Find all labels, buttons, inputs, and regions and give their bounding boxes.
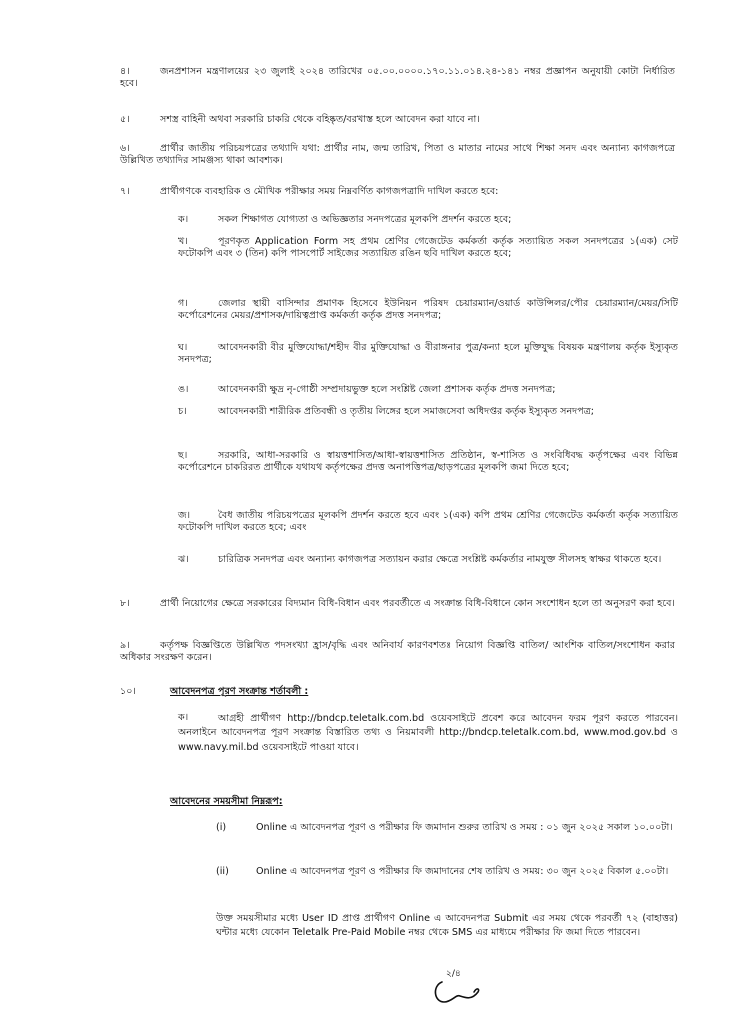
sub-item-jha <box>0 554 729 594</box>
deadline-end <box>0 866 729 906</box>
sub-item-text: পূরণকৃত Application Form সহ প্রথম শ্রেণির গেজেটেড কর্মকর্তা কর্তৃক সত্যায়িত সকল সনদপত্রের ১(এক) সেট ফটোকপি এবং ৩ (তিন) কপি পাসপোর্ট সাইজের সত্যায়িত রঙিন ছবি দাখিল করতে হবে; <box>178 236 678 259</box>
sub-item-label: ঝ। <box>178 554 189 565</box>
clause-number: ৪। <box>120 66 130 77</box>
clause-number: ৭। <box>120 186 130 197</box>
clause-number: ৮। <box>120 598 130 609</box>
clause-text: জনপ্রশাসন মন্ত্রণালয়ের ২৩ জুলাই ২০২৪ তারিখের ০৫.০০.০০০০.১৭০.১১.০১৪.২৪-১৪১ নম্বর প্রজ্ঞাপন অনুযায়ী কোটা নির্ধারিত হবে। <box>120 66 675 89</box>
sub-item-text: আবেদনকারী শারীরিক প্রতিবন্ধী ও তৃতীয় লিঙ্গের হলে সমাজসেবা অধিদপ্তর কর্তৃক ইস্যুকৃত সনদপত্র; <box>218 406 595 417</box>
sub-item-label: ক। <box>178 214 189 225</box>
deadline-heading: আবেদনের সময়সীমা নিম্নরূপ: <box>170 796 283 807</box>
sub-item-kha <box>0 236 729 296</box>
clause-text: কর্তৃপক্ষ বিজ্ঞপ্তিতে উল্লিখিত পদসংখ্যা হ্রাস/বৃদ্ধি এবং অনিবার্য কারণবশতঃ নিয়োগ বিজ্ঞপ্তি বাতিল/ আংশিক বাতিল/সংশোধন করার অধিকার সংরক্ষণ করেন। <box>120 640 675 663</box>
clause-number: ৫। <box>120 114 130 125</box>
sub-item-label: খ। <box>178 236 188 247</box>
clause-6 <box>0 143 729 183</box>
signature-mark <box>430 972 490 1012</box>
clause-text: প্রার্থীর জাতীয় পরিচয়পত্রের তথ্যাদি যথা: প্রার্থীর নাম, জন্ম তারিখ, পিতা ও মাতার নামের সাথে শিক্ষা সনদ এবং অন্যান্য কাগজপত্রে উল্লিখিত তথ্যাদির সামঞ্জস্য থাকা আবশ্যক। <box>120 143 675 166</box>
clause-text: সশস্ত্র বাহিনী অথবা সরকারি চাকরি থেকে বহিষ্কৃত/বরখাস্ত হলে আবেদন করা যাবে না। <box>160 114 480 125</box>
deadline-label: (i) <box>216 822 227 833</box>
clause-4 <box>0 66 729 106</box>
clause-9 <box>0 640 729 680</box>
sub-item-label: ক। <box>178 712 189 723</box>
clause-text: প্রার্থী নিয়োগের ক্ষেত্রে সরকারের বিদ্যমান বিধি-বিধান এবং পরবর্তীতে এ সংক্রান্ত বিধি-বিধানে কোন সংশোধন হলে তা অনুসরণ করা হবে। <box>160 598 675 609</box>
clause-5 <box>0 114 729 134</box>
sub-item-label: ছ। <box>178 450 188 461</box>
deadline-text: Online এ আবেদনপত্র পূরণ ও পরীক্ষার ফি জমাদানের শেষ তারিখ ও সময়: ৩০ জুন ২০২৫ বিকাল ৫.০০টা। <box>256 866 669 877</box>
clause-8 <box>0 598 729 638</box>
clause-number: ৯। <box>120 640 130 651</box>
sub-item-text: আবেদনকারী ক্ষুদ্র নৃ-গোষ্ঠী সম্প্রদায়ভুক্ত হলে সংশ্লিষ্ট জেলা প্রশাসক কর্তৃক প্রদত্ত সনদপত্র; <box>218 384 556 395</box>
sub-item-gha <box>0 342 729 382</box>
sub-item-ja <box>0 510 729 550</box>
sub-item-label: ঘ। <box>178 342 188 353</box>
deadline-start <box>0 822 729 862</box>
sub-item-ga <box>0 298 729 338</box>
sub-item-cha <box>0 406 729 446</box>
closing-text: উক্ত সময়সীমার মধ্যে User ID প্রাপ্ত প্রার্থীগণ Online এ আবেদনপত্র Submit এর সময় থেকে পরবর্তী ৭২ (বাহাত্তর) ঘন্টার মধ্যে যেকোন Teletalk Pre-Paid Mobile নম্বর থেকে SMS এর মাধ্যমে পরীক্ষার ফি জমা দিতে পারবেন। <box>216 913 678 938</box>
sub-item-chha <box>0 450 729 510</box>
closing-paragraph <box>0 912 729 972</box>
clause-text: প্রার্থীগণকে ব্যবহারিক ও মৌখিক পরীক্ষার সময় নিম্নবর্ণিত কাগজপত্রাদি দাখিল করতে হবে: <box>160 186 499 197</box>
sub-item-ka <box>0 214 729 234</box>
sub-item-text: জেলার স্থায়ী বাসিন্দার প্রমাণক হিসেবে ইউনিয়ন পরিষদ চেয়ারম্যান/ওয়ার্ড কাউন্সিলর/পৌর চেয়ারম্যান/মেয়র/সিটি কর্পোরেশনের মেয়র/প্রশাসক/দায়িত্বপ্রাপ্ত কর্মকর্তা কর্তৃক প্রদত্ত সনদপত্র; <box>178 298 678 321</box>
sub-item-label: গ। <box>178 298 188 309</box>
sub-item-text: সকল শিক্ষাগত যোগ্যতা ও অভিজ্ঞতার সনদপত্রের মূলকপি প্রদর্শন করতে হবে; <box>218 214 512 225</box>
sub-item-label: জ। <box>178 510 191 521</box>
deadline-label: (ii) <box>216 866 229 877</box>
deadline-heading-row <box>0 796 729 816</box>
section-heading: আবেদনপত্র পূরণ সংক্রান্ত শর্তাবলী : <box>170 686 309 697</box>
section10-ka <box>0 712 729 782</box>
clause-number: ৬। <box>120 143 130 154</box>
sub-item-text: চারিত্রিক সনদপত্র এবং অন্যান্য কাগজপত্র সত্যায়ন করার ক্ষেত্রে সংশ্লিষ্ট কর্মকর্তার নামযুক্ত সীলসহ স্বাক্ষর থাকতে হবে। <box>218 554 662 565</box>
sub-item-label: ঙ। <box>178 384 189 395</box>
clause-7 <box>0 186 729 206</box>
page-number: ২/৪ <box>446 969 461 979</box>
sub-item-text: বৈধ জাতীয় পরিচয়পত্রের মূলকপি প্রদর্শন করতে হবে এবং ১(এক) কপি প্রথম শ্রেণির গেজেটেড কর্মকর্তা কর্তৃক সত্যায়িত ফটোকপি দাখিল করতে হবে; এবং <box>178 510 678 533</box>
sub-item-text: সরকারি, আধা-সরকারি ও স্বায়ত্তশাসিত/আধা-স্বায়ত্তশাসিত প্রতিষ্ঠান, স্ব-শাসিত ও সংবিধিবদ্ধ কর্তৃপক্ষের এবং বিভিন্ন কর্পোরেশনে চাকরিরত প্রার্থীকে যথাযথ কর্তৃপক্ষের প্রদত্ত অনাপত্তিপত্র/ছাড়পত্রের মূলকপি জমা দিতে হবে; <box>178 450 678 473</box>
sub-item-label: চ। <box>178 406 187 417</box>
clause-number: ১০। <box>120 686 136 697</box>
deadline-text: Online এ আবেদনপত্র পূরণ ও পরীক্ষার ফি জমাদান শুরুর তারিখ ও সময় : ০১ জুন ২০২৫ সকাল ১০.০০টা। <box>256 822 673 833</box>
sub-item-text: আবেদনকারী বীর মুক্তিযোদ্ধা/শহীদ বীর মুক্তিযোদ্ধা ও বীরাঙ্গনার পুত্র/কন্যা হলে মুক্তিযুদ্ধ বিষয়ক মন্ত্রণালয় কর্তৃক ইস্যুকৃত সনদপত্র; <box>178 342 678 365</box>
sub-item-uma <box>0 384 729 404</box>
clause-10 <box>0 686 729 706</box>
sub-item-text: আগ্রহী প্রার্থীগণ http://bndcp.teletalk.com.bd ওয়েবসাইটে প্রবেশ করে আবেদন ফরম পূরণ করতে পারবেন। অনলাইনে আবেদনপত্র পূরণ সংক্রান্ত বিস্তারিত তথ্য ও নিয়মাবলী http://bndcp.teletalk.com.bd, www.mod.gov.bd ও www.navy.mil.bd ওয়েবসাইটে পাওয়া যাবে। <box>178 713 678 753</box>
